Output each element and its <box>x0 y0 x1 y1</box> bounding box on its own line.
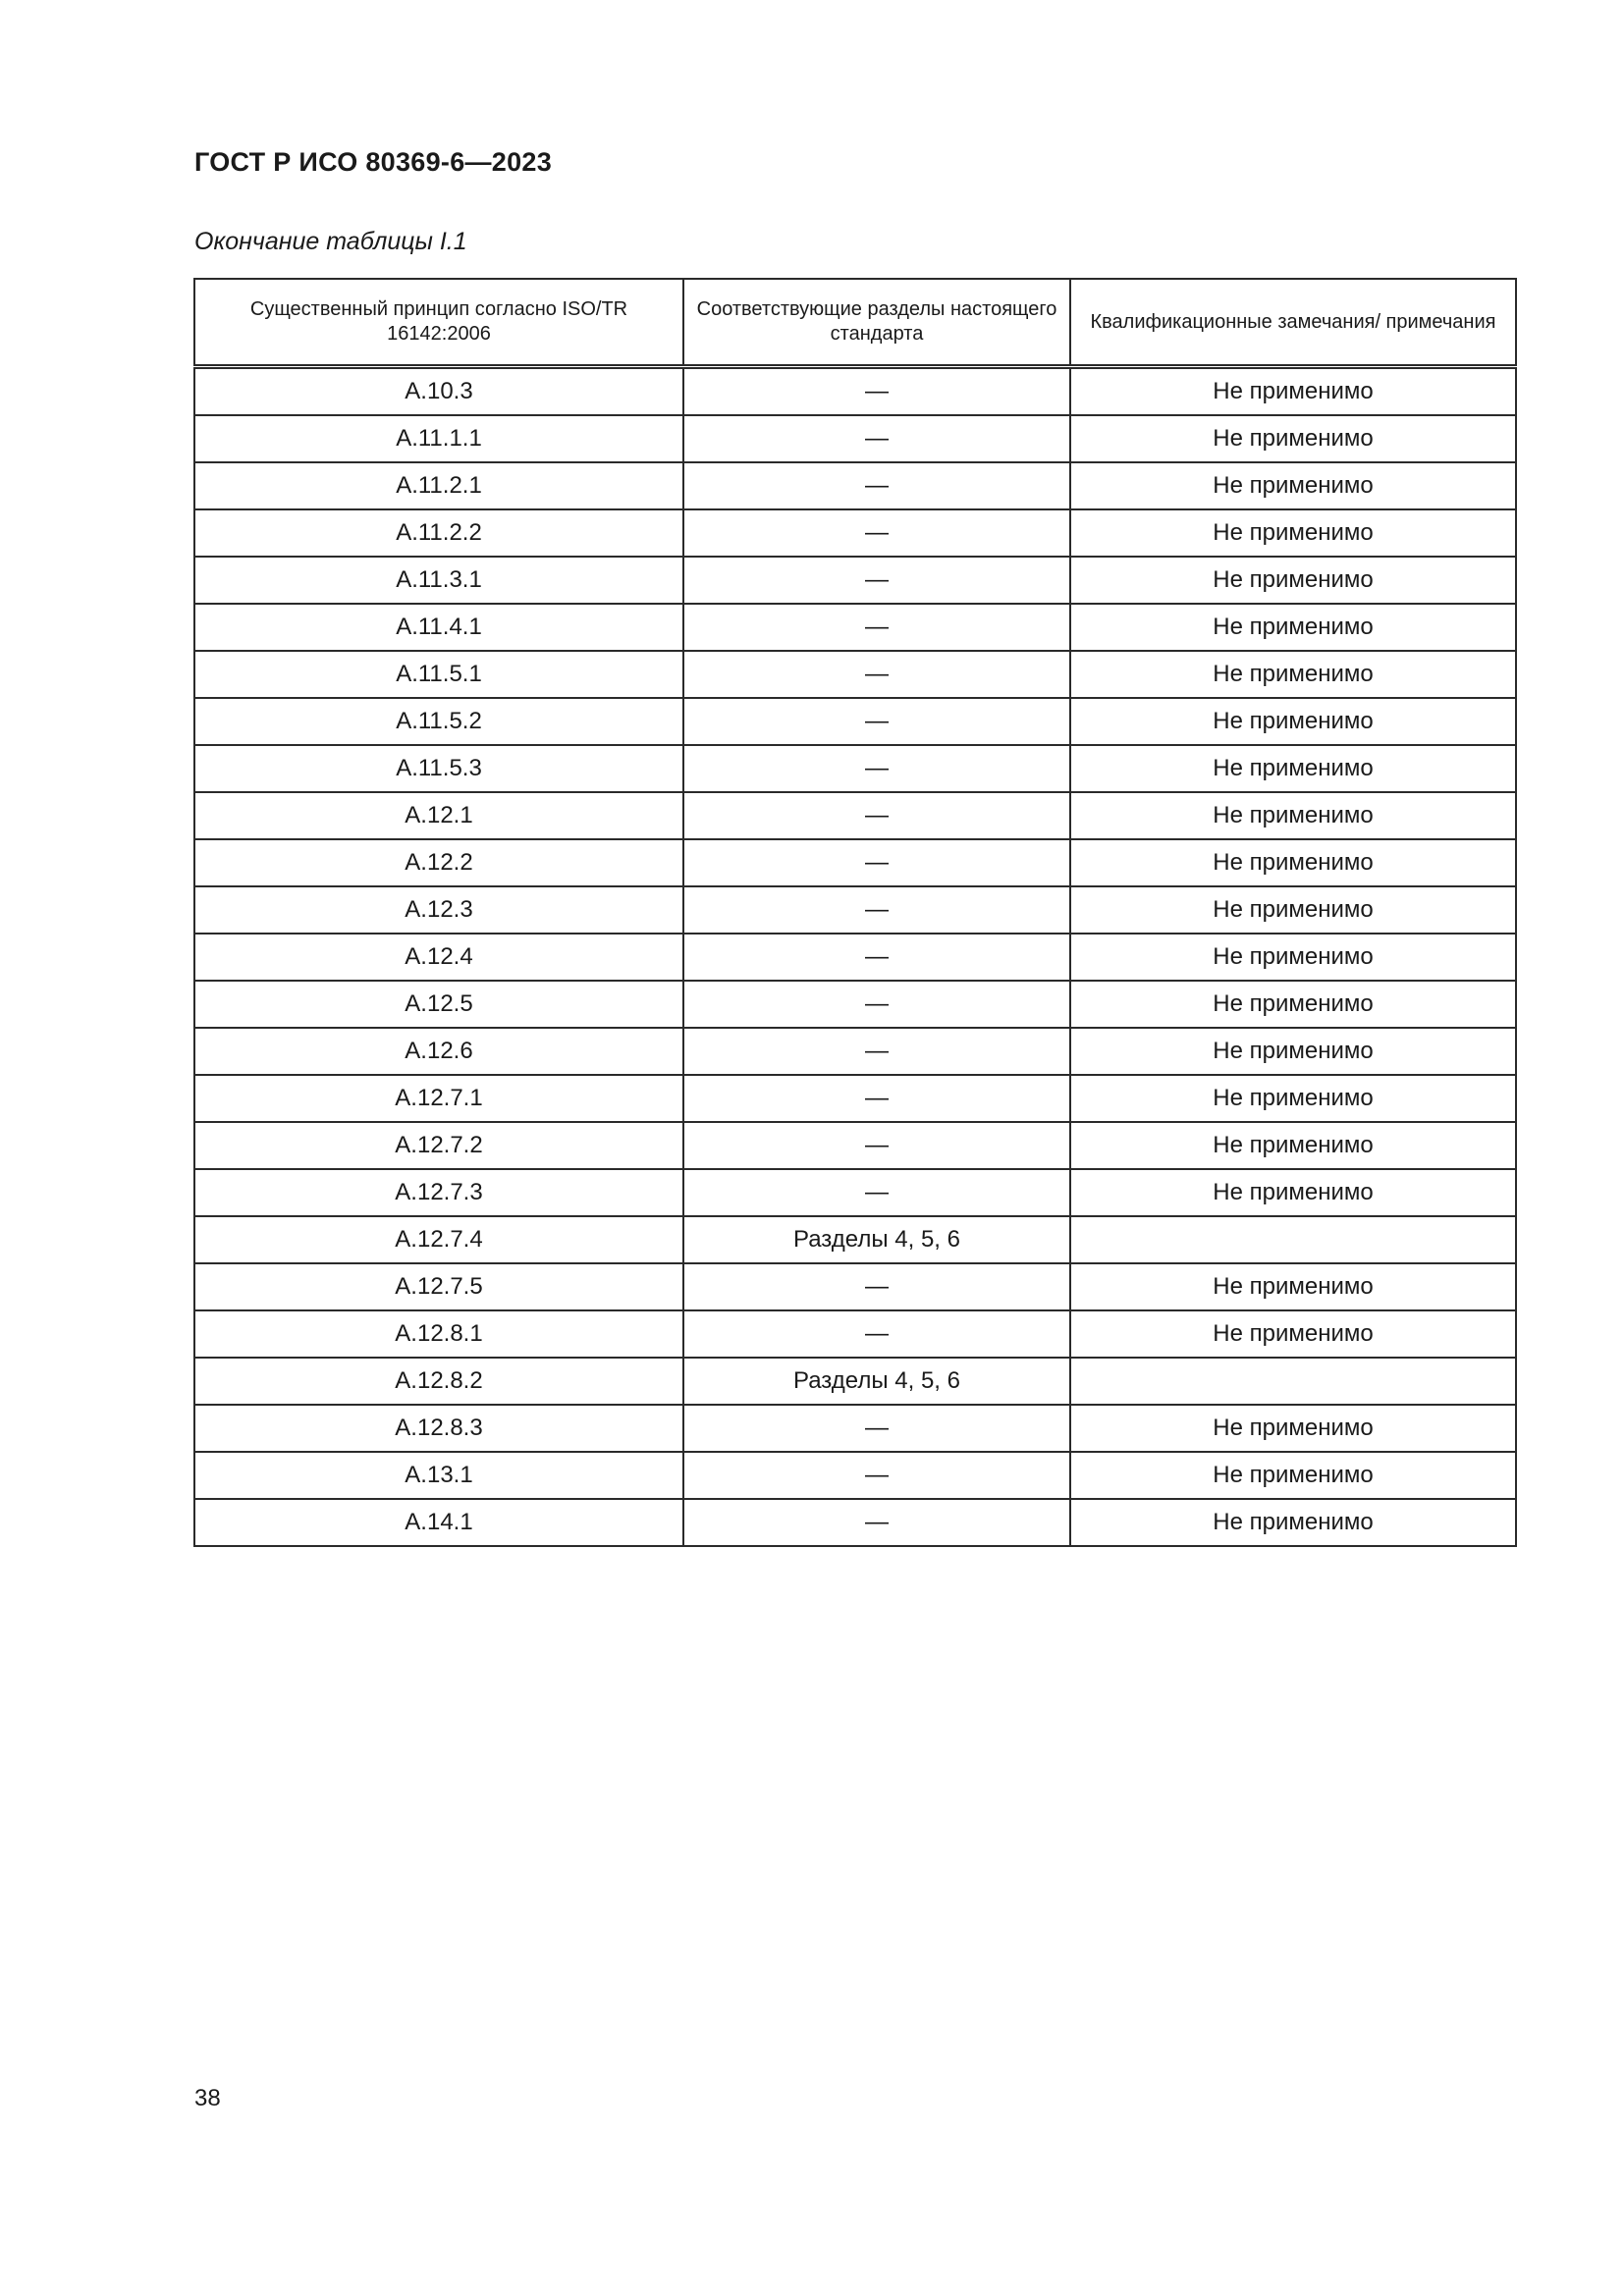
table-row <box>194 1310 1516 1358</box>
cell-principle: А.11.2.1 <box>194 462 683 509</box>
table-row <box>194 651 1516 698</box>
table-row <box>194 415 1516 462</box>
cell-remarks: Не применимо <box>1070 651 1516 698</box>
cell-principle: А.12.7.4 <box>194 1216 683 1263</box>
table-row <box>194 839 1516 886</box>
column-header-principle: Существенный принцип согласно ISO/TR 16142:2006 <box>194 279 683 367</box>
cell-remarks: Не применимо <box>1070 604 1516 651</box>
cell-remarks: Не применимо <box>1070 1028 1516 1075</box>
cell-sections: — <box>683 1169 1070 1216</box>
cell-remarks: Не применимо <box>1070 415 1516 462</box>
cell-principle: А.11.2.2 <box>194 509 683 557</box>
table-row <box>194 1263 1516 1310</box>
page-number: 38 <box>194 2085 221 2111</box>
cell-remarks: Не применимо <box>1070 1452 1516 1499</box>
cell-sections: — <box>683 745 1070 792</box>
table-row <box>194 557 1516 604</box>
table-row <box>194 1499 1516 1546</box>
table-row <box>194 1358 1516 1405</box>
cell-sections: — <box>683 1405 1070 1452</box>
cell-remarks: Не применимо <box>1070 509 1516 557</box>
table-caption: Окончание таблицы I.1 <box>194 228 467 255</box>
table-row <box>194 1169 1516 1216</box>
cell-remarks: Не применимо <box>1070 462 1516 509</box>
table-row <box>194 367 1516 416</box>
cell-remarks: Не применимо <box>1070 1263 1516 1310</box>
cell-principle: А.12.3 <box>194 886 683 934</box>
cell-remarks: Не применимо <box>1070 367 1516 416</box>
cell-sections: — <box>683 1499 1070 1546</box>
cell-principle: А.11.5.2 <box>194 698 683 745</box>
table-row <box>194 981 1516 1028</box>
cell-sections: — <box>683 1310 1070 1358</box>
cell-sections: — <box>683 651 1070 698</box>
cell-principle: А.11.5.1 <box>194 651 683 698</box>
cell-principle: А.12.8.3 <box>194 1405 683 1452</box>
cell-principle: А.13.1 <box>194 1452 683 1499</box>
cell-sections: — <box>683 839 1070 886</box>
cell-remarks: Не применимо <box>1070 1499 1516 1546</box>
table-row <box>194 934 1516 981</box>
cell-principle: А.12.8.2 <box>194 1358 683 1405</box>
principles-table <box>193 278 1517 1547</box>
cell-remarks: Не применимо <box>1070 1405 1516 1452</box>
cell-sections: — <box>683 1263 1070 1310</box>
cell-sections: — <box>683 792 1070 839</box>
cell-sections: — <box>683 509 1070 557</box>
cell-remarks: Не применимо <box>1070 792 1516 839</box>
table-row <box>194 1075 1516 1122</box>
table-row <box>194 792 1516 839</box>
table-row <box>194 1028 1516 1075</box>
cell-principle: А.12.7.1 <box>194 1075 683 1122</box>
cell-principle: А.10.3 <box>194 367 683 416</box>
cell-sections: — <box>683 934 1070 981</box>
table-row <box>194 604 1516 651</box>
cell-principle: А.12.4 <box>194 934 683 981</box>
cell-sections: — <box>683 1028 1070 1075</box>
cell-sections: Разделы 4, 5, 6 <box>683 1358 1070 1405</box>
cell-principle: А.11.1.1 <box>194 415 683 462</box>
document-title: ГОСТ Р ИСО 80369-6—2023 <box>194 147 553 177</box>
table-row <box>194 462 1516 509</box>
cell-principle: А.12.8.1 <box>194 1310 683 1358</box>
cell-remarks: Не применимо <box>1070 1075 1516 1122</box>
table-row <box>194 745 1516 792</box>
cell-sections: — <box>683 557 1070 604</box>
cell-sections: — <box>683 462 1070 509</box>
cell-remarks: Не применимо <box>1070 1122 1516 1169</box>
cell-sections: — <box>683 415 1070 462</box>
cell-principle: А.11.3.1 <box>194 557 683 604</box>
cell-principle: А.11.4.1 <box>194 604 683 651</box>
cell-remarks: Не применимо <box>1070 981 1516 1028</box>
cell-sections: — <box>683 886 1070 934</box>
cell-remarks: Не применимо <box>1070 557 1516 604</box>
cell-principle: А.12.1 <box>194 792 683 839</box>
cell-remarks <box>1070 1216 1516 1263</box>
column-header-remarks: Квалификационные замечания/ примечания <box>1070 279 1516 367</box>
cell-remarks: Не применимо <box>1070 1169 1516 1216</box>
cell-sections: — <box>683 1122 1070 1169</box>
cell-sections: — <box>683 367 1070 416</box>
cell-principle: А.11.5.3 <box>194 745 683 792</box>
table-row <box>194 1216 1516 1263</box>
cell-sections: Разделы 4, 5, 6 <box>683 1216 1070 1263</box>
cell-remarks: Не применимо <box>1070 839 1516 886</box>
cell-sections: — <box>683 698 1070 745</box>
column-header-sections: Соответствующие разделы настоящего стандарта <box>683 279 1070 367</box>
table-header <box>194 279 1516 367</box>
cell-remarks: Не применимо <box>1070 698 1516 745</box>
cell-remarks <box>1070 1358 1516 1405</box>
table-body <box>194 367 1516 1547</box>
cell-principle: А.12.7.5 <box>194 1263 683 1310</box>
table-row <box>194 509 1516 557</box>
cell-remarks: Не применимо <box>1070 1310 1516 1358</box>
cell-principle: А.12.6 <box>194 1028 683 1075</box>
cell-remarks: Не применимо <box>1070 934 1516 981</box>
table-row <box>194 1452 1516 1499</box>
cell-principle: А.12.7.2 <box>194 1122 683 1169</box>
cell-principle: А.12.2 <box>194 839 683 886</box>
table-row <box>194 1405 1516 1452</box>
table-row <box>194 1122 1516 1169</box>
cell-principle: А.12.7.3 <box>194 1169 683 1216</box>
cell-remarks: Не применимо <box>1070 886 1516 934</box>
cell-principle: А.14.1 <box>194 1499 683 1546</box>
cell-principle: А.12.5 <box>194 981 683 1028</box>
table-row <box>194 886 1516 934</box>
cell-sections: — <box>683 1075 1070 1122</box>
cell-sections: — <box>683 1452 1070 1499</box>
header-row <box>194 279 1516 367</box>
cell-remarks: Не применимо <box>1070 745 1516 792</box>
table-row <box>194 698 1516 745</box>
cell-sections: — <box>683 981 1070 1028</box>
cell-sections: — <box>683 604 1070 651</box>
